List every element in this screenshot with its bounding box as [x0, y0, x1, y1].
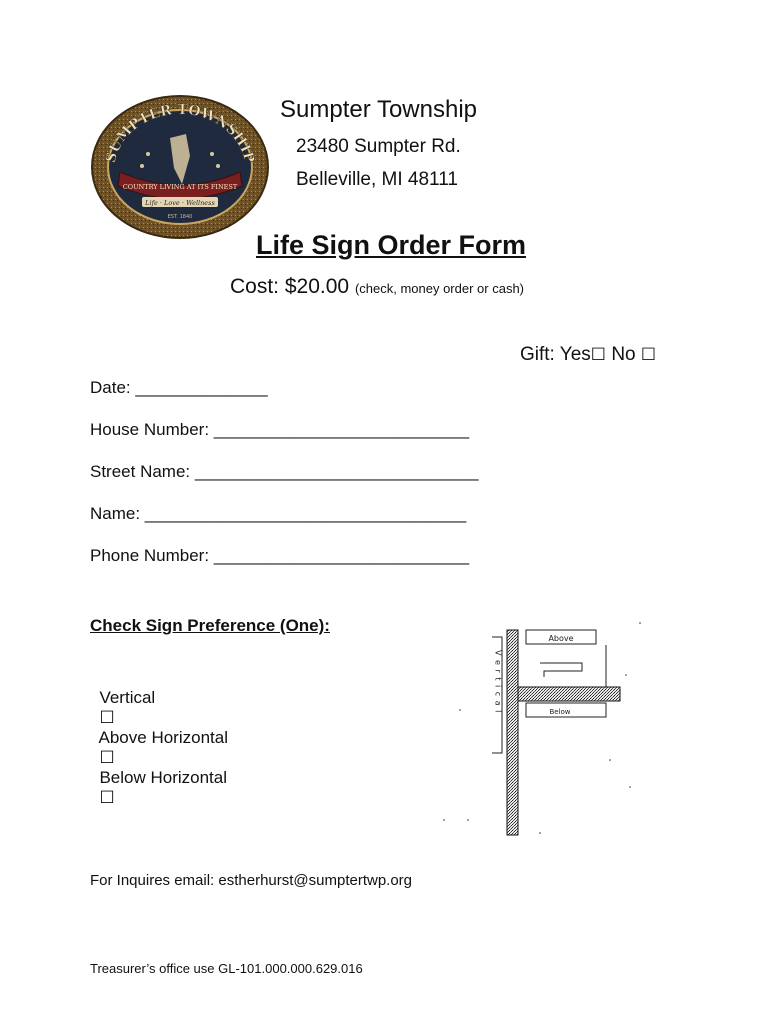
- svg-text:V e r t i c a l: V e r t i c a l: [493, 650, 503, 714]
- horizontal-arm: [518, 687, 620, 701]
- gift-label: Gift: Yes: [520, 344, 591, 365]
- below-horizontal-checkbox[interactable]: ☐: [99, 788, 115, 808]
- gift-yes-checkbox[interactable]: ☐: [590, 345, 607, 365]
- above-horizontal-label: Above Horizontal: [98, 728, 228, 747]
- house-number-field[interactable]: House Number: ___________________________: [90, 420, 470, 439]
- date-field[interactable]: Date: ______________: [90, 378, 268, 397]
- svg-text:COUNTRY LIVING AT ITS FINEST: COUNTRY LIVING AT ITS FINEST: [122, 183, 238, 191]
- svg-text:Above: Above: [548, 634, 574, 643]
- below-horizontal-label: Below Horizontal: [99, 768, 228, 787]
- sign-preference-heading: Check Sign Preference (One):: [90, 616, 330, 635]
- phone-number-field[interactable]: Phone Number: ___________________________: [90, 546, 470, 565]
- gift-options: [520, 344, 656, 366]
- svg-text:EST. 1840: EST. 1840: [167, 214, 193, 220]
- gift-no-checkbox[interactable]: ☐: [640, 345, 657, 365]
- address-line-2: Belleville, MI 48111: [296, 169, 458, 190]
- cost-line: [230, 275, 524, 299]
- vertical-label: Vertical: [99, 688, 156, 707]
- name-field[interactable]: Name: __________________________________: [90, 504, 467, 523]
- post: [507, 630, 518, 835]
- gift-no-label: No: [611, 344, 636, 365]
- vertical-checkbox[interactable]: ☐: [99, 708, 115, 728]
- township-seal-logo: [90, 94, 270, 240]
- cost-label: Cost: $20.00: [230, 275, 350, 298]
- gl-account-note: Treasurer’s office use GL-101.000.000.629.016: [90, 961, 363, 976]
- sign-placement-diagram: [430, 615, 660, 840]
- svg-text:SUMPTER TOWNSHIP: SUMPTER TOWNSHIP: [102, 101, 258, 165]
- organization-name: Sumpter Township: [280, 96, 477, 123]
- above-horizontal-checkbox[interactable]: ☐: [99, 748, 115, 768]
- form-title: Life Sign Order Form: [256, 230, 527, 260]
- address-line-1: 23480 Sumpter Rd.: [296, 136, 461, 157]
- preference-below-horizontal: [90, 748, 227, 808]
- cost-note: (check, money order or cash): [354, 281, 525, 296]
- svg-text:Below: Below: [549, 708, 571, 716]
- svg-text:Life · Love · Wellness: Life · Love · Wellness: [145, 199, 215, 207]
- inquiry-contact: For Inquires email: estherhurst@sumptertwp.org: [90, 872, 413, 889]
- street-name-field[interactable]: Street Name: ______________________________: [90, 462, 479, 481]
